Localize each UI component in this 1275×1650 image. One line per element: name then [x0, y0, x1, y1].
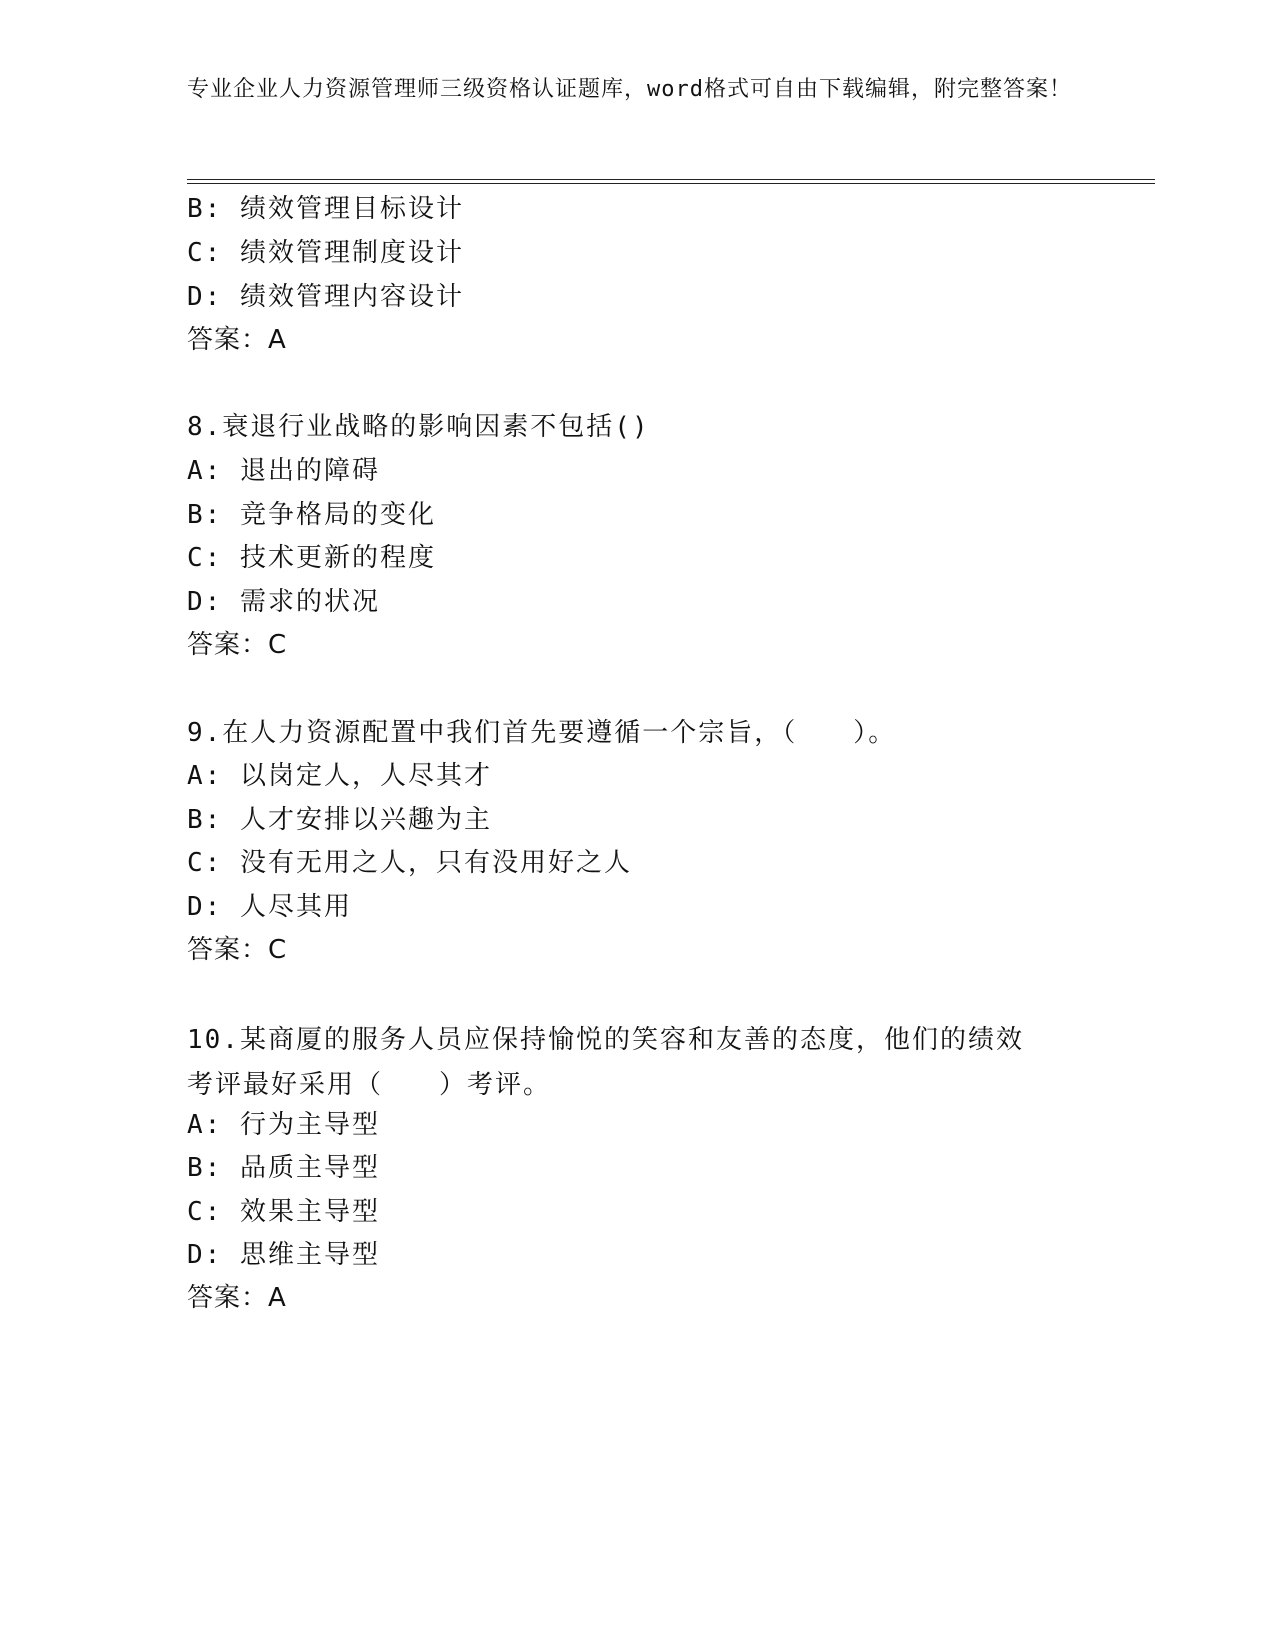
q10-option-c: C: 效果主导型 [187, 1197, 380, 1227]
q8-stem: 8.衰退行业战略的影响因素不包括() [187, 412, 650, 442]
q7-option-b: B: 绩效管理目标设计 [187, 194, 464, 224]
header-divider-bottom [187, 183, 1155, 184]
q8-option-d: D: 需求的状况 [187, 587, 380, 617]
q8-option-b: B: 竞争格局的变化 [187, 500, 436, 530]
q7-option-c: C: 绩效管理制度设计 [187, 238, 464, 268]
document-header: 专业企业人力资源管理师三级资格认证题库，word格式可自由下载编辑，附完整答案！ [187, 77, 1072, 102]
q9-option-a: A: 以岗定人，人尽其才 [187, 761, 492, 791]
q9-stem: 9.在人力资源配置中我们首先要遵循一个宗旨，（ ）。 [187, 718, 897, 748]
q8-answer: 答案：C [187, 630, 288, 660]
q7-answer: 答案：A [187, 325, 287, 355]
header-divider-top [187, 179, 1155, 180]
q9-option-b: B: 人才安排以兴趣为主 [187, 805, 492, 835]
q8-option-a: A: 退出的障碍 [187, 456, 380, 486]
q10-option-a: A: 行为主导型 [187, 1110, 380, 1140]
q10-stem: 10.某商厦的服务人员应保持愉悦的笑容和友善的态度，他们的绩效考评最好采用（ ）考评。 [187, 1025, 1024, 1100]
q10-answer: 答案：A [187, 1283, 287, 1313]
q9-option-c: C: 没有无用之人，只有没用好之人 [187, 848, 632, 878]
q10-option-b: B: 品质主导型 [187, 1153, 380, 1183]
q9-option-d: D: 人尽其用 [187, 892, 352, 922]
q8-option-c: C: 技术更新的程度 [187, 543, 436, 573]
q7-option-d: D: 绩效管理内容设计 [187, 282, 464, 312]
q10-option-d: D: 思维主导型 [187, 1240, 380, 1270]
q9-answer: 答案：C [187, 935, 288, 965]
